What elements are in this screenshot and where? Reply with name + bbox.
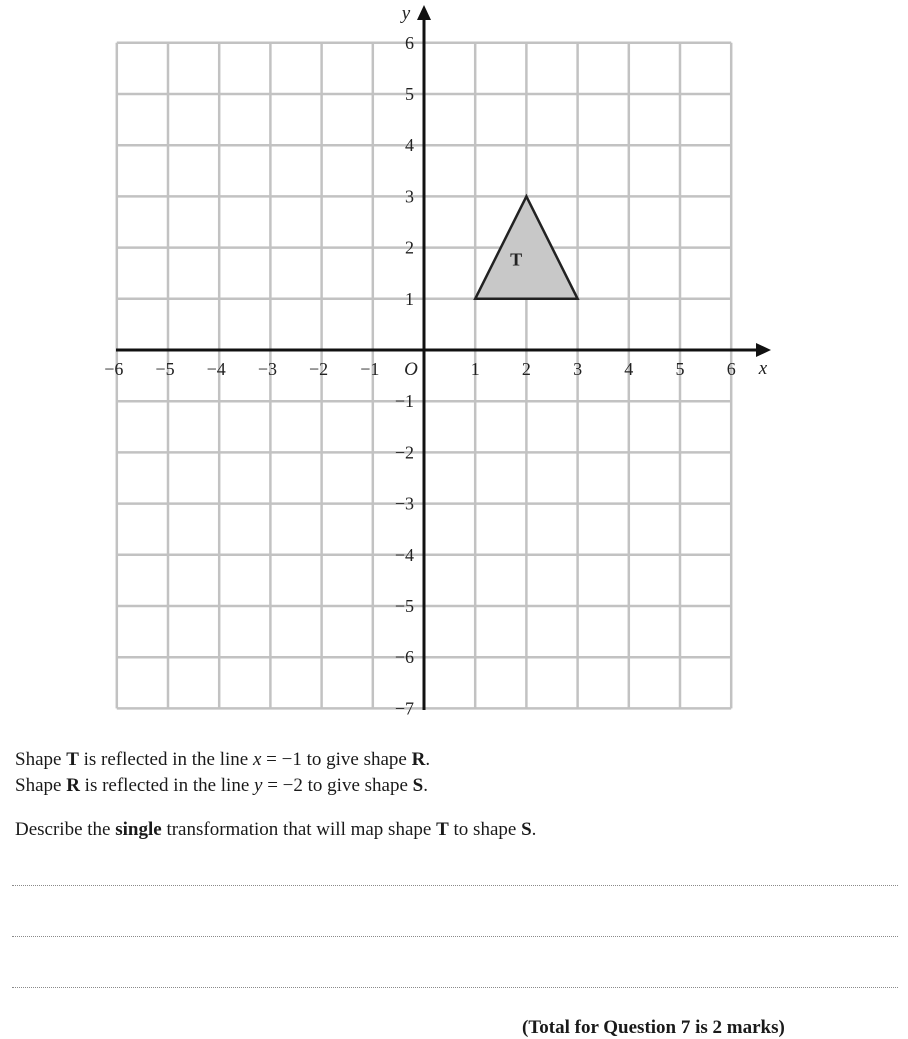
x-tick-label: −1 <box>360 359 380 379</box>
x-tick-label: −5 <box>155 359 175 379</box>
answer-line-2[interactable] <box>12 936 898 937</box>
shape-name: R <box>66 775 80 796</box>
shape-name: T <box>436 819 449 840</box>
y-tick-label: 5 <box>405 84 414 104</box>
origin-label: O <box>404 359 418 380</box>
x-axis-arrow-icon <box>756 343 771 357</box>
y-tick-label: 1 <box>405 288 414 309</box>
text-part: transformation that will map shape <box>161 819 437 840</box>
x-tick-label: 2 <box>521 359 531 379</box>
y-tick-label: −5 <box>394 596 414 616</box>
variable: x <box>252 749 262 770</box>
text-part: to shape <box>448 819 522 840</box>
y-axis-label: y <box>401 3 411 24</box>
x-tick-label: 6 <box>726 359 736 379</box>
x-axis-label: x <box>758 358 768 379</box>
answer-line-1[interactable] <box>12 885 898 886</box>
text-part: is reflected in the line <box>78 749 253 770</box>
y-tick-label: −6 <box>394 647 414 668</box>
text-part: Shape <box>15 775 67 796</box>
y-tick-label: 3 <box>405 186 414 207</box>
x-tick-label: −2 <box>309 359 329 379</box>
question-line-1 <box>15 749 430 771</box>
text-part: . <box>423 775 428 796</box>
text-part: . <box>425 749 431 770</box>
question-line-2 <box>15 775 428 797</box>
y-axis-arrow-icon <box>417 5 431 20</box>
emphasis: single <box>115 819 162 840</box>
shape-name: T <box>66 749 79 770</box>
x-tick-label: 5 <box>675 359 685 379</box>
text-part: Shape <box>15 749 67 770</box>
y-tick-label: −1 <box>394 391 414 412</box>
text-part: is reflected in the line <box>79 775 255 796</box>
x-tick-label: 4 <box>624 359 634 379</box>
tick-labels <box>104 3 768 718</box>
y-tick-label: 2 <box>405 237 414 258</box>
text-part: = −2 to give shape <box>262 775 413 796</box>
text-part: Describe the <box>15 819 116 840</box>
y-tick-label: −3 <box>394 493 414 514</box>
x-tick-label: 3 <box>573 359 583 379</box>
text-part: = −1 to give shape <box>261 749 412 770</box>
x-tick-label: 1 <box>470 359 480 379</box>
variable: y <box>254 775 263 796</box>
answer-line-3[interactable] <box>12 987 898 988</box>
x-tick-label: −4 <box>206 359 226 379</box>
y-tick-label: −2 <box>394 442 414 463</box>
y-tick-label: −7 <box>394 698 414 719</box>
y-tick-label: 4 <box>405 135 414 156</box>
shape-name: R <box>411 749 426 770</box>
x-tick-label: −3 <box>257 359 277 379</box>
y-tick-label: 6 <box>405 32 414 53</box>
shape-name: S <box>412 775 424 796</box>
text-part: . <box>531 819 537 840</box>
shape-name: S <box>521 819 532 840</box>
question-line-3 <box>15 819 536 841</box>
total-marks: (Total for Question 7 is 2 marks) <box>522 1017 785 1038</box>
shape-t-label: T <box>510 249 523 270</box>
axes <box>116 5 771 710</box>
x-tick-label: −6 <box>104 359 124 379</box>
y-tick-label: −4 <box>394 544 414 565</box>
